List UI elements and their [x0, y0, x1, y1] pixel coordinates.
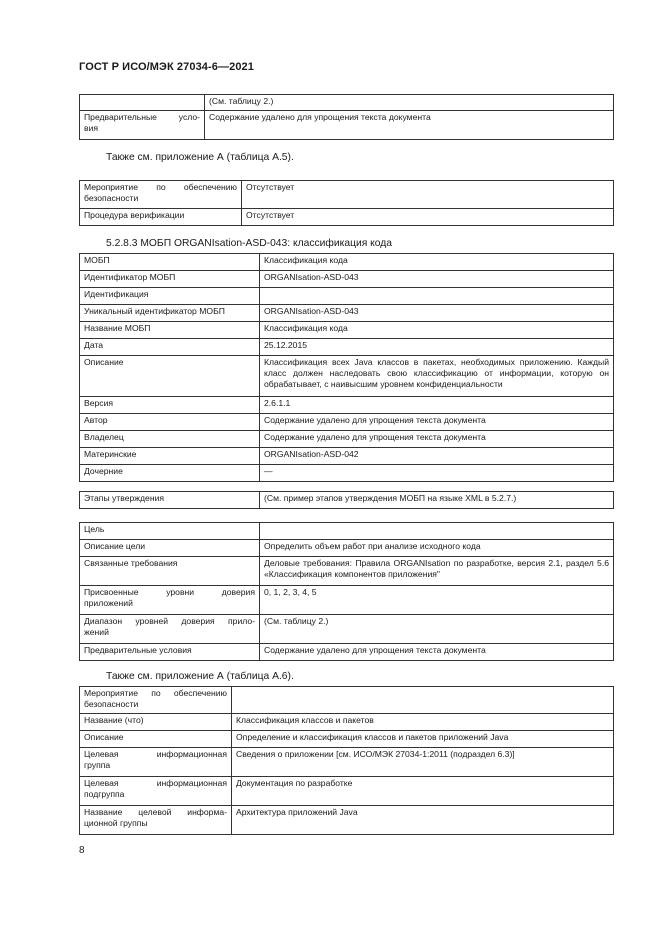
table-row: [80, 806, 614, 835]
table-cell-value: 25.12.2015: [260, 339, 614, 356]
table-row: [80, 322, 614, 339]
table-row: [80, 687, 614, 714]
table-cell-value: Классификация всех Java классов в пакетах, необходимых приложению. Каждый класс должен наследовать свою классификацию от информации, которую он обрабатывает, с наивысшим уровнем конфиденциальности: [260, 356, 614, 397]
table-row: [80, 339, 614, 356]
table-cell-value: [260, 288, 614, 305]
label-line: группа: [84, 760, 111, 771]
label-line: жений: [84, 627, 109, 638]
table-cell-label: Идентификатор МОБП: [80, 271, 260, 288]
label-line: Мероприятие по обеспечению: [84, 182, 237, 192]
table-cell-label: Версия: [80, 397, 260, 414]
table-row: [80, 414, 614, 431]
table-row: [80, 557, 614, 586]
table-cell-value: 2.6.1.1: [260, 397, 614, 414]
table-preconditions-1: [79, 94, 614, 140]
table-cell-value: Содержание удалено для упрощения текста документа: [260, 414, 614, 431]
label-line: безопасности: [84, 699, 139, 710]
table-cell-label: [80, 111, 205, 140]
table-row: [80, 523, 614, 540]
table-cell-label: Владелец: [80, 431, 260, 448]
table-cell-label: [80, 777, 232, 806]
table-cell-label: Связанные требования: [80, 557, 260, 586]
table-row: [80, 356, 614, 397]
table-row: [80, 254, 614, 271]
table-cell-label: [80, 181, 242, 209]
label-line: Предварительные усло-: [84, 112, 200, 122]
table-row: [80, 714, 614, 731]
table-cell-value: Классификация классов и пакетов: [232, 714, 614, 731]
document-header: ГОСТ Р ИСО/МЭК 27034-6—2021: [79, 61, 254, 73]
table-row: [80, 465, 614, 482]
label-line: Мероприятие по обеспечению: [84, 688, 227, 698]
table-cell-label: Описание: [80, 731, 232, 748]
table-cell-label: Описание цели: [80, 540, 260, 557]
table-row: [80, 305, 614, 322]
table-cell-label: [80, 95, 205, 111]
table-cell-label: [80, 806, 232, 835]
table-cell-label: Цель: [80, 523, 260, 540]
section-heading: 5.2.8.3 МОБП ORGANIsation-ASD-043: классификация кода: [106, 238, 393, 249]
table-row: [80, 431, 614, 448]
table-cell-value: Содержание удалено для упрощения текста документа: [260, 644, 614, 661]
table-cell-value: Определение и классификация классов и пакетов приложений Java: [232, 731, 614, 748]
table-approval-stages: [79, 491, 614, 509]
table-cell-value: Отсутствует: [242, 209, 614, 226]
label-line: безопасности: [84, 193, 139, 204]
table-cell-value: Содержание удалено для упрощения текста документа: [260, 431, 614, 448]
table-cell-value: ORGANIsation-ASD-043: [260, 271, 614, 288]
table-cell-label: Идентификация: [80, 288, 260, 305]
table-cell-value: (См. пример этапов утверждения МОБП на языке XML в 5.2.7.): [260, 492, 614, 509]
label-line: Название целевой информа-: [84, 807, 227, 817]
table-cell-value: Отсутствует: [242, 181, 614, 209]
table-cell-value: Содержание удалено для упрощения текста документа: [205, 111, 614, 140]
table-row: [80, 181, 614, 209]
table-cell-value: ORGANIsation-ASD-043: [260, 305, 614, 322]
table-row: [80, 209, 614, 226]
table-row: [80, 615, 614, 644]
table-cell-label: Этапы утверждения: [80, 492, 260, 509]
table-asc-identification: [79, 253, 614, 482]
table-cell-label: Процедура верификации: [80, 209, 242, 226]
table-row: [80, 271, 614, 288]
label-line: ционной группы: [84, 818, 148, 829]
table-cell-label: [80, 586, 260, 615]
table-row: [80, 748, 614, 777]
table-goal: [79, 522, 614, 661]
label-line: подгруппа: [84, 789, 125, 800]
table-cell-value: Архитектура приложений Java: [232, 806, 614, 835]
table-cell-value: Классификация кода: [260, 322, 614, 339]
table-row: [80, 288, 614, 305]
table-cell-label: Название (что): [80, 714, 232, 731]
table-cell-label: Уникальный идентификатор МОБП: [80, 305, 260, 322]
table-cell-label: Материнские: [80, 448, 260, 465]
table-cell-label: [80, 615, 260, 644]
table-row: [80, 644, 614, 661]
table-cell-label: Предварительные условия: [80, 644, 260, 661]
table-row: [80, 448, 614, 465]
table-security-measure-2: [79, 686, 614, 835]
table-cell-value: Деловые требования: Правила ORGANIsation по разработке, версия 2.1, раздел 5.6 «Классификация компонентов приложения": [260, 557, 614, 586]
table-row: [80, 540, 614, 557]
table-cell-label: Название МОБП: [80, 322, 260, 339]
table-cell-label: Автор: [80, 414, 260, 431]
table-row: [80, 777, 614, 806]
table-row: [80, 731, 614, 748]
page-number: 8: [79, 845, 85, 856]
table-row: [80, 397, 614, 414]
table-cell-value: (См. таблицу 2.): [205, 95, 614, 111]
table-row: [80, 492, 614, 509]
table-row: [80, 95, 614, 111]
table-security-measure-1: [79, 180, 614, 226]
table-cell-value: [232, 687, 614, 714]
table-cell-value: —: [260, 465, 614, 482]
table-cell-label: Дочерние: [80, 465, 260, 482]
table-cell-value: Документация по разработке: [232, 777, 614, 806]
table-row: [80, 111, 614, 140]
table-cell-value: 0, 1, 2, 3, 4, 5: [260, 586, 614, 615]
table-row: [80, 586, 614, 615]
label-line: Целевая информационная: [84, 778, 227, 788]
label-line: приложений: [84, 598, 133, 609]
table-cell-label: [80, 748, 232, 777]
label-line: Диапазон уровней доверия прило-: [84, 616, 255, 626]
label-line: Присвоенные уровни доверия: [84, 587, 255, 597]
table-cell-label: [80, 687, 232, 714]
paragraph-annex-a6: Также см. приложение А (таблица А.6).: [106, 671, 294, 682]
table-cell-label: МОБП: [80, 254, 260, 271]
table-cell-label: Дата: [80, 339, 260, 356]
label-line: Целевая информационная: [84, 749, 227, 759]
table-cell-value: Определить объем работ при анализе исходного кода: [260, 540, 614, 557]
paragraph-annex-a5: Также см. приложение А (таблица А.5).: [106, 152, 294, 163]
table-cell-value: Классификация кода: [260, 254, 614, 271]
table-cell-value: Сведения о приложении [см. ИСО/МЭК 27034-1:2011 (подраздел 6.3)]: [232, 748, 614, 777]
table-cell-value: ORGANIsation-ASD-042: [260, 448, 614, 465]
table-cell-label: Описание: [80, 356, 260, 397]
label-line: вия: [84, 123, 99, 134]
table-cell-value: (См. таблицу 2.): [260, 615, 614, 644]
table-cell-value: [260, 523, 614, 540]
